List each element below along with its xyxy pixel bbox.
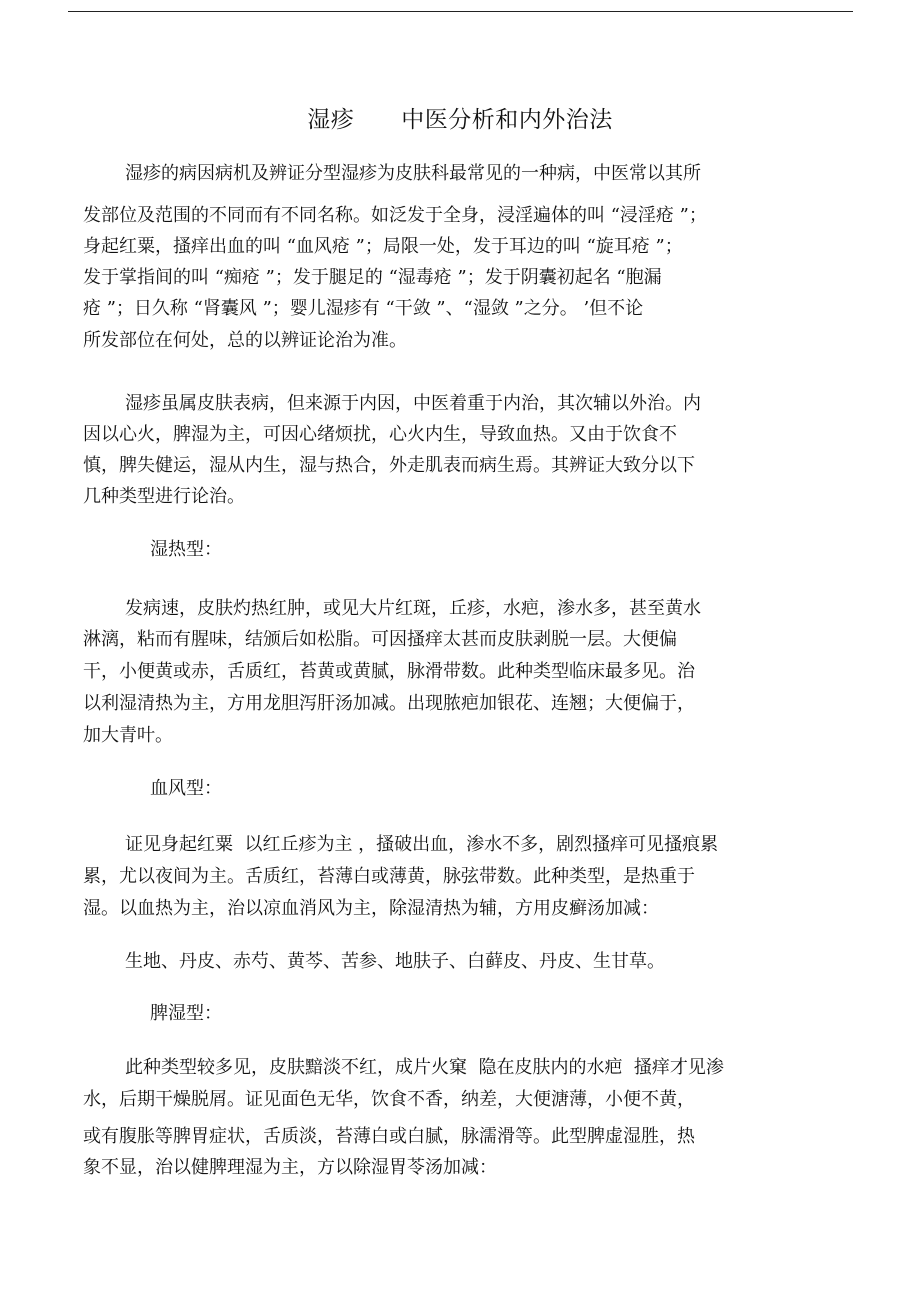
text-line: 湿疹虽属皮肤表病，但来源于内因，中医着重于内治，其次辅以外治。内 [125, 393, 701, 414]
text-line: 证见身起红粟 以红丘疹为主 ，搔破出血，渗水不多，剧烈搔痒可见搔痕累 [125, 834, 719, 855]
text-line: 湿。以血热为主，治以凉血消风为主，除湿清热为辅，方用皮癣汤加减： [83, 898, 659, 919]
document-title: 湿疹 中医分析和内外治法 [307, 107, 613, 133]
section-heading: 湿热型： [150, 539, 222, 560]
herb-list: 生地、丹皮、赤芍、黄芩、苦参、地肤子、白藓皮、丹皮、生甘草。 [125, 951, 665, 972]
text-line: 发病速，皮肤灼热红肿，或见大片红斑，丘疹，水疤，渗水多，甚至黄水 [125, 598, 701, 619]
text-line: 几种类型进行论治。 [83, 486, 245, 507]
text-line: 象不显，治以健脾理湿为主，方以除湿胃苓汤加减： [83, 1157, 497, 1178]
section-heading: 血风型： [150, 778, 222, 799]
text-line: 干，小便黄或赤，舌质红，苔黄或黄腻，脉滑带数。此种类型临床最多见。治 [83, 661, 695, 682]
text-line: 疮 ”；日久称 “肾囊风 ”；婴儿湿疹有 “干敛 ”、“湿敛 ”之分。 ’但不论 [83, 298, 644, 319]
text-line: 水，后期干燥脱屑。证见面色无华，饮食不香，纳差，大便溏薄，小便不黄， [83, 1089, 695, 1110]
text-line: 发于掌指间的叫 “痴疮 ”；发于腿足的 “湿毒疮 ”；发于阴囊初起名 “胞漏 [83, 267, 662, 288]
text-line: 此种类型较多见，皮肤黯淡不红，成片火窠 隐在皮肤内的水疤 搔痒才见渗 [125, 1057, 724, 1078]
text-line: 淋漓，粘而有腥味，结颁后如松脂。可因搔痒太甚而皮肤剥脱一层。大便偏 [83, 629, 677, 650]
text-line: 身起红粟，搔痒出血的叫 “血风疮 ”；局限一处，发于耳边的叫 “旋耳疮 ”； [83, 236, 683, 257]
text-line: 加大青叶。 [83, 725, 173, 746]
text-line: 所发部位在何处，总的以辨证论治为准。 [83, 330, 407, 351]
text-line: 累，尤以夜间为主。舌质红，苔薄白或薄黄，脉弦带数。此种类型，是热重于 [83, 866, 695, 887]
text-line: 因以心火，脾湿为主，可因心绪烦扰，心火内生，导致血热。又由于饮食不 [83, 424, 677, 445]
top-rule [68, 11, 853, 12]
text-line: 或有腹胀等脾胃症状，舌质淡，苔薄白或白腻，脉濡滑等。此型脾虚湿胜，热 [83, 1126, 695, 1147]
text-line: 发部位及范围的不同而有不同名称。如泛发于全身，浸淫遍体的叫 “浸淫疮 ”； [83, 205, 707, 226]
text-line: 湿疹的病因病机及辨证分型湿疹为皮肤科最常见的一种病，中医常以其所 [125, 163, 701, 184]
text-line: 以利湿清热为主，方用龙胆泻肝汤加减。出现脓疤加银花、连翘；大便偏于， [83, 693, 695, 714]
text-line: 慎，脾失健运，湿从内生，湿与热合，外走肌表而病生焉。其辨证大致分以下 [83, 455, 695, 476]
section-heading: 脾湿型： [150, 1003, 222, 1024]
